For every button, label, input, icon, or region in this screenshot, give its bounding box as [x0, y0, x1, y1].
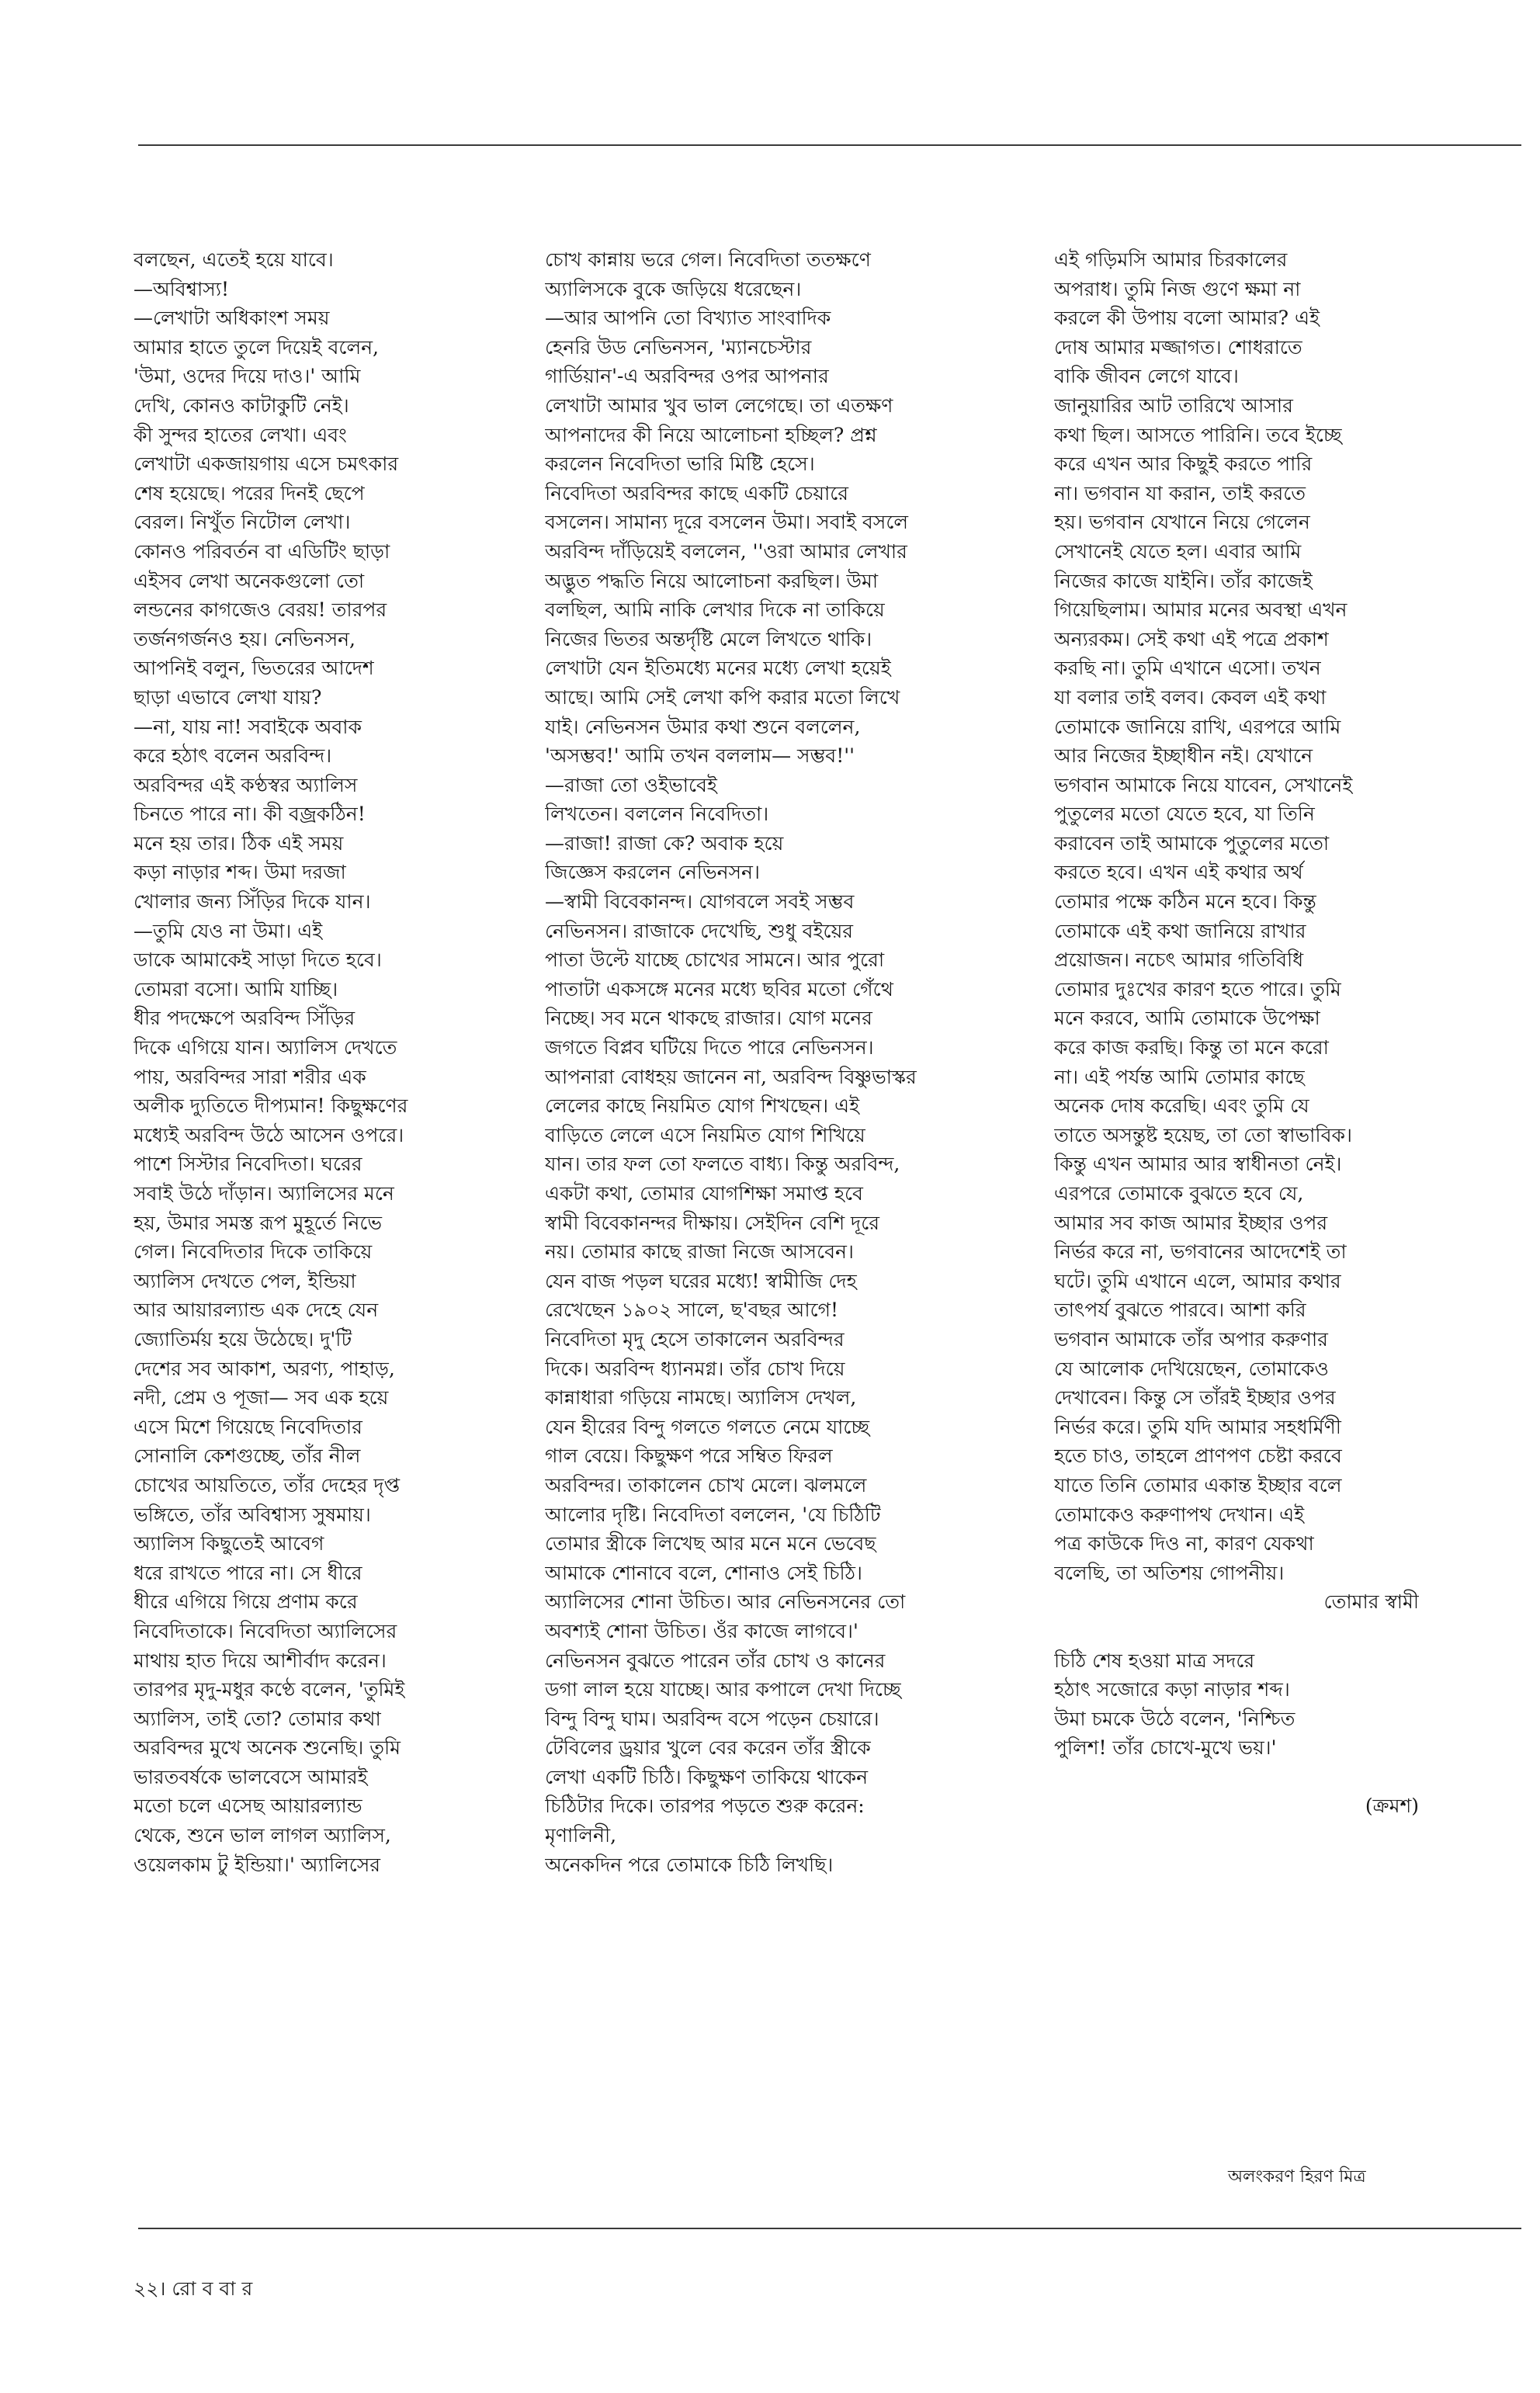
text-line: কথা ছিল। আসতে পারিনি। তবে ইচ্ছে — [1054, 423, 1342, 446]
text-line: তোমাকেও করুণাপথ দেখান। এই — [1054, 1503, 1305, 1526]
text-line: বসলেন। সামান্য দূরে বসলেন উমা। সবাই বসলে — [545, 511, 908, 534]
text-line: না। এই পর্যন্ত আমি তোমার কাছে — [1054, 1065, 1305, 1088]
text-line: খোলার জন্য সিঁড়ির দিকে যান। — [134, 890, 371, 914]
letter-signature: তোমার স্বামী — [1323, 1590, 1419, 1614]
text-line: চোখের আয়তিতে, তাঁর দেহের দৃপ্ত — [134, 1473, 401, 1496]
text-line: বাকি জীবন লেগে যাবে। — [1054, 365, 1239, 388]
text-line: থেকে, শুনে ভাল লাগল অ্যালিস, — [134, 1824, 391, 1847]
text-line: কী সুন্দর হাতের লেখা। এবং — [134, 423, 347, 446]
text-line: সবাই উঠে দাঁড়ান। অ্যালিসের মনে — [134, 1182, 394, 1205]
text-line: আর আয়ারল্যান্ড এক দেহে যেন — [134, 1299, 379, 1322]
text-line: গিয়েছিলাম। আমার মনের অবস্থা এখন — [1054, 598, 1348, 622]
text-line: —তুমি যেও না উমা। এই — [134, 919, 323, 942]
page-footer: ২২। রো ব বা র — [134, 2277, 253, 2300]
text-line: এই গড়িমসি আমার চিরকালের — [1054, 248, 1288, 271]
text-line: বাড়িতে লেলে এসে নিয়মিত যোগ শিখিয়ে — [545, 1123, 865, 1146]
text-line: অ্যালিস কিছুতেই আবেগ — [134, 1532, 324, 1555]
text-line: গাল বেয়ে। কিছুক্ষণ পরে সম্বিত ফিরল — [545, 1444, 833, 1468]
text-line: মনে হয় তার। ঠিক এই সময় — [134, 831, 344, 855]
text-line: আমার সব কাজ আমার ইচ্ছার ওপর — [1054, 1211, 1328, 1234]
text-line: জিজ্ঞেস করলেন নেভিনসন। — [545, 861, 760, 884]
text-line: অপরাধ। তুমি নিজ গুণে ক্ষমা না — [1054, 277, 1301, 300]
text-line: তোমাকে জানিয়ে রাখি, এরপরে আমি — [1054, 715, 1341, 738]
text-line: লেখাটা যেন ইতিমধ্যে মনের মধ্যে লেখা হয়েই — [545, 657, 891, 680]
text-line: পাতাটা একসঙ্গে মনের মধ্যে ছবির মতো গেঁথে — [545, 977, 893, 1001]
text-line: কড়া নাড়ার শব্দ। উমা দরজা — [134, 861, 346, 884]
continued-marker: (ক্রমশ) — [1365, 1795, 1419, 1818]
text-line: করছি না। তুমি এখানে এসো। তখন — [1054, 657, 1321, 680]
text-line: যেন হীরের বিন্দু গলতে গলতে নেমে যাচ্ছে — [545, 1415, 870, 1438]
text-line: দেশের সব আকাশ, অরণ্য, পাহাড়, — [134, 1357, 395, 1380]
text-line: আপনাদের কী নিয়ে আলোচনা হচ্ছিল? প্রশ্ন — [545, 423, 877, 446]
text-line: নিবেদিতাকে। নিবেদিতা অ্যালিসের — [134, 1619, 397, 1642]
text-line: তোমার স্ত্রীকে লিখেছ আর মনে মনে ভেবেছ — [545, 1532, 876, 1555]
text-line: ধরে রাখতে পারে না। সে ধীরে — [134, 1561, 362, 1584]
text-line: —না, যায় না! সবাইকে অবাক — [134, 715, 362, 738]
text-line: কিন্তু এখন আমার আর স্বাধীনতা নেই। — [1054, 1153, 1342, 1176]
text-line: এইসব লেখা অনেকগুলো তো — [134, 569, 365, 592]
text-line: অরবিন্দর মুখে অনেক শুনেছি। তুমি — [134, 1736, 401, 1760]
text-line: দেখাবেন। কিন্তু সে তাঁরই ইচ্ছার ওপর — [1054, 1386, 1336, 1410]
text-line: তারপর মৃদু-মধুর কণ্ঠে বলেন, 'তুমিই — [134, 1678, 405, 1701]
text-line: লন্ডনের কাগজেও বেরয়! তারপর — [134, 598, 387, 622]
text-line: গেল। নিবেদিতার দিকে তাকিয়ে — [134, 1240, 373, 1264]
text-line: লেখাটা একজায়গায় এসে চমৎকার — [134, 453, 399, 476]
text-line: বিন্দু বিন্দু ঘাম। অরবিন্দ বসে পড়েন চেয়ারে। — [545, 1707, 879, 1730]
text-line: না। ভগবান যা করান, তাই করতে — [1054, 481, 1306, 505]
text-line: হঠাৎ সজোরে কড়া নাড়ার শব্দ। — [1054, 1678, 1290, 1701]
text-line: হেনরি উড নেভিনসন, 'ম্যানচেস্টার — [545, 335, 812, 359]
illustration-credit: অলংকরণ হিরণ মিত্র — [1228, 2167, 1366, 2187]
text-line: ঘটে। তুমি এখানে এলে, আমার কথার — [1054, 1269, 1341, 1292]
text-line: পুতুলের মতো যেতে হবে, যা তিনি — [1054, 803, 1315, 826]
text-line: নেভিনসন। রাজাকে দেখেছি, শুধু বইয়ের — [545, 919, 854, 942]
text-line: নিবেদিতা মৃদু হেসে তাকালেন অরবিন্দর — [545, 1327, 845, 1351]
text-line: নিজের কাজে যাইনি। তাঁর কাজেই — [1054, 569, 1313, 592]
text-line: অলীক দ্যুতিতে দীপ্যমান! কিছুক্ষণের — [134, 1094, 408, 1118]
text-line: এরপরে তোমাকে বুঝতে হবে যে, — [1054, 1182, 1304, 1205]
text-line: করে কাজ করছি। কিন্তু তা মনে করো — [1054, 1036, 1329, 1060]
text-line: অরবিন্দর এই কণ্ঠস্বর অ্যালিস — [134, 773, 358, 796]
text-line: অরবিন্দ দাঁড়িয়েই বললেন, ''ওরা আমার লেখার — [545, 539, 907, 563]
text-line: সোনালি কেশগুচ্ছে, তাঁর নীল — [134, 1444, 361, 1468]
text-line: —রাজা! রাজা কে? অবাক হয়ে — [545, 831, 784, 855]
text-line: অ্যালিস দেখতে পেল, ইন্ডিয়া — [134, 1269, 356, 1292]
text-line: তাৎপর্য বুঝতে পারবে। আশা করি — [1054, 1299, 1306, 1322]
text-column-1 — [134, 245, 475, 1879]
text-line: অ্যালিস, তাই তো? তোমার কথা — [134, 1707, 381, 1730]
text-line: করলেন নিবেদিতা ভারি মিষ্টি হেসে। — [545, 453, 815, 476]
text-line: হয়। ভগবান যেখানে নিয়ে গেলেন — [1054, 511, 1310, 534]
text-line: লিখতেন। বললেন নিবেদিতা। — [545, 803, 769, 826]
text-line: চোখ কান্নায় ভরে গেল। নিবেদিতা ততক্ষণে — [545, 248, 871, 271]
text-line: করে এখন আর কিছুই করতে পারি — [1054, 453, 1313, 476]
text-line: অবশ্যই শোনা উচিত। ওঁর কাজে লাগবে।' — [545, 1619, 858, 1642]
text-line: করতে হবে। এখন এই কথার অর্থ — [1054, 861, 1303, 884]
text-line: মধ্যেই অরবিন্দ উঠে আসেন ওপরে। — [134, 1123, 404, 1146]
text-line: আর নিজের ইচ্ছাধীন নই। যেখানে — [1054, 744, 1313, 768]
text-line: নিচ্ছে। সব মনে থাকছে রাজার। যোগ মনের — [545, 1007, 872, 1030]
text-line: যান। তার ফল তো ফলতে বাধ্য। কিন্তু অরবিন্দ, — [545, 1153, 900, 1176]
text-line: আমার হাতে তুলে দিয়েই বলেন, — [134, 335, 379, 359]
top-rule — [138, 144, 1521, 146]
text-line: তোমাকে এই কথা জানিয়ে রাখার — [1054, 919, 1306, 942]
text-line: আছে। আমি সেই লেখা কপি করার মতো লিখে — [545, 685, 900, 709]
text-line: অনেক দোষ করেছি। এবং তুমি যে — [1054, 1094, 1309, 1118]
text-line: ভগবান আমাকে তাঁর অপার করুণার — [1054, 1327, 1328, 1351]
text-line: যা বলার তাই বলব। কেবল এই কথা — [1054, 685, 1327, 709]
text-line: তাতে অসন্তুষ্ট হয়েছ, তা তো স্বাভাবিক। — [1054, 1123, 1352, 1146]
text-line — [1054, 1763, 1419, 1792]
text-line: চিঠি শেষ হওয়া মাত্র সদরে — [1054, 1649, 1255, 1672]
text-line: বলেছি, তা অতিশয় গোপনীয়। — [1054, 1561, 1285, 1584]
text-line: ভারতবর্ষকে ভালবেসে আমারই — [134, 1765, 368, 1788]
text-line: —অবিশ্বাস্য! — [134, 277, 230, 300]
text-line: দিকে এগিয়ে যান। অ্যালিস দেখতে — [134, 1036, 397, 1060]
text-line: দেখি, কোনও কাটাকুটি নেই। — [134, 394, 349, 417]
text-line: মতো চলে এসেছ আয়ারল্যান্ড — [134, 1795, 362, 1818]
text-line: সেখানেই যেতে হল। এবার আমি — [1054, 539, 1302, 563]
text-line: মৃণালিনী, — [545, 1824, 617, 1847]
text-line: —স্বামী বিবেকানন্দ। যোগবলে সবই সম্ভব — [545, 890, 855, 914]
text-line: প্রয়োজন। নচেৎ আমার গতিবিধি — [1054, 949, 1304, 972]
text-line: লেলের কাছে নিয়মিত যোগ শিখছেন। এই — [545, 1094, 860, 1118]
text-line: চিঠিটার দিকে। তারপর পড়তে শুরু করেন: — [545, 1795, 865, 1818]
text-line: বলছেন, এতেই হয়ে যাবে। — [134, 248, 334, 271]
text-line: এসে মিশে গিয়েছে নিবেদিতার — [134, 1415, 362, 1438]
text-line: অ্যালিসের শোনা উচিত। আর নেভিনসনের তো — [545, 1590, 906, 1614]
text-line: ধীরে এগিয়ে গিয়ে প্রণাম করে — [134, 1590, 358, 1614]
text-line: নদী, প্রেম ও পূজা— সব এক হয়ে — [134, 1386, 389, 1410]
text-line: ডগা লাল হয়ে যাচ্ছে। আর কপালে দেখা দিচ্ছে — [545, 1678, 901, 1701]
text-line: জানুয়ারির আট তারিখে আসার — [1054, 394, 1293, 417]
text-line: স্বামী বিবেকানন্দর দীক্ষায়। সেইদিন বেশি দূরে — [545, 1211, 879, 1234]
text-line: অনেকদিন পরে তোমাকে চিঠি লিখছি। — [545, 1853, 834, 1876]
text-line: কোনও পরিবর্তন বা এডিটিং ছাড়া — [134, 539, 390, 563]
bottom-rule — [138, 2228, 1521, 2229]
text-line: আমাকে শোনাবে বলে, শোনাও সেই চিঠি। — [545, 1561, 862, 1584]
text-line: ভঙ্গিতে, তাঁর অবিশ্বাস্য সুষমায়। — [134, 1503, 371, 1526]
text-line: কান্নাধারা গড়িয়ে নামছে। অ্যালিস দেখল, — [545, 1386, 857, 1410]
text-line: টেবিলের ড্রয়ার খুলে বের করেন তাঁর স্ত্রীকে — [545, 1736, 871, 1760]
text-line: অ্যালিসকে বুকে জড়িয়ে ধরেছেন। — [545, 277, 802, 300]
text-line: —লেখাটা অধিকাংশ সময় — [134, 307, 330, 330]
text-line: 'অসম্ভব!' আমি তখন বললাম— সম্ভব!'' — [545, 744, 855, 768]
text-line: করাবেন তাই আমাকে পুতুলের মতো — [1054, 831, 1330, 855]
text-line: জ্যোতির্ময় হয়ে উঠেছে। দু'টি — [134, 1327, 352, 1351]
text-line: বেরল। নিখুঁত নিটোল লেখা। — [134, 511, 351, 534]
text-line: লেখা একটি চিঠি। কিছুক্ষণ তাকিয়ে থাকেন — [545, 1765, 869, 1788]
text-line: অন্যরকম। সেই কথা এই পত্রে প্রকাশ — [1054, 627, 1329, 650]
text-line: লেখাটা আমার খুব ভাল লেগেছে। তা এতক্ষণ — [545, 394, 893, 417]
text-line: যাতে তিনি তোমার একান্ত ইচ্ছার বলে — [1054, 1473, 1342, 1496]
text-line: তোমরা বসো। আমি যাচ্ছি। — [134, 977, 338, 1001]
text-line: হয়, উমার সমস্ত রূপ মুহূর্তে নিভে — [134, 1211, 383, 1234]
text-line: অদ্ভুত পদ্ধতি নিয়ে আলোচনা করছিল। উমা — [545, 569, 879, 592]
text-line: যেন বাজ পড়ল ঘরের মধ্যে! স্বামীজি দেহ — [545, 1269, 857, 1292]
text-line: পত্র কাউকে দিও না, কারণ যেকথা — [1054, 1532, 1314, 1555]
text-line: দোষ আমার মজ্জাগত। শোধরাতে — [1054, 335, 1302, 359]
text-line: যে আলোক দেখিয়েছেন, তোমাকেও — [1054, 1357, 1329, 1380]
text-line: রেখেছেন ১৯০২ সালে, ছ'বছর আগে! — [545, 1299, 839, 1322]
text-line: তোমার দুঃখের কারণ হতে পারে। তুমি — [1054, 977, 1341, 1001]
text-line: নিজের ভিতর অন্তর্দৃষ্টি মেলে লিখতে থাকি। — [545, 627, 872, 650]
text-line: জগতে বিপ্লব ঘটিয়ে দিতে পারে নেভিনসন। — [545, 1036, 874, 1060]
text-line: চিনতে পারে না। কী বজ্রকঠিন! — [134, 803, 366, 826]
text-line: দিকে। অরবিন্দ ধ্যানমগ্ন। তাঁর চোখ দিয়ে — [545, 1357, 845, 1380]
text-line: তোমার পক্ষে কঠিন মনে হবে। কিন্তু — [1054, 890, 1316, 914]
text-line: নির্ভর করে। তুমি যদি আমার সহধর্মিণী — [1054, 1415, 1341, 1438]
text-line: —রাজা তো ওইভাবেই — [545, 773, 717, 796]
text-line: অরবিন্দর। তাকালেন চোখ মেলে। ঝলমলে — [545, 1473, 867, 1496]
text-line: তর্জনগর্জনও হয়। নেভিনসন, — [134, 627, 356, 650]
text-line: মাথায় হাত দিয়ে আশীর্বাদ করেন। — [134, 1649, 387, 1672]
text-line: উমা চমকে উঠে বলেন, 'নিশ্চিত — [1054, 1707, 1295, 1730]
text-line: একটা কথা, তোমার যোগশিক্ষা সমাপ্ত হবে — [545, 1182, 863, 1205]
text-line: আপনারা বোধহয় জানেন না, অরবিন্দ বিষ্ণুভাস্কর — [545, 1065, 917, 1088]
text-column-2 — [545, 245, 987, 1879]
text-line: বলছিল, আমি নাকি লেখার দিকে না তাকিয়ে — [545, 598, 885, 622]
text-line: —আর আপনি তো বিখ্যাত সাংবাদিক — [545, 307, 831, 330]
text-column-3 — [1054, 245, 1419, 1821]
text-line: ধীর পদক্ষেপে অরবিন্দ সিঁড়ির — [134, 1007, 356, 1030]
text-line: আপনিই বলুন, ভিতরের আদেশ — [134, 657, 374, 680]
text-line: নয়। তোমার কাছে রাজা নিজে আসবেন। — [545, 1240, 854, 1264]
text-line: মনে করবে, আমি তোমাকে উপেক্ষা — [1054, 1007, 1320, 1030]
text-line: পুলিশ! তাঁর চোখে-মুখে ভয়।' — [1054, 1736, 1277, 1760]
text-line: করলে কী উপায় বলো আমার? এই — [1054, 307, 1320, 330]
text-line: করে হঠাৎ বলেন অরবিন্দ। — [134, 744, 332, 768]
text-line: নিবেদিতা অরবিন্দর কাছে একটি চেয়ারে — [545, 481, 849, 505]
text-line: পাতা উল্টে যাচ্ছে চোখের সামনে। আর পুরো — [545, 949, 885, 972]
text-line: পায়, অরবিন্দর সারা শরীর এক — [134, 1065, 366, 1088]
text-line: আলোর দৃষ্টি। নিবেদিতা বললেন, 'যে চিঠিটি — [545, 1503, 881, 1526]
text-line: হতে চাও, তাহলে প্রাণপণ চেষ্টা করবে — [1054, 1444, 1342, 1468]
text-line: যাই। নেভিনসন উমার কথা শুনে বললেন, — [545, 715, 861, 738]
text-line: নির্ভর করে না, ভগবানের আদেশেই তা — [1054, 1240, 1347, 1264]
text-line: ছাড়া এভাবে লেখা যায়? — [134, 685, 322, 709]
text-line: ওয়েলকাম টু ইন্ডিয়া।' অ্যালিসের — [134, 1853, 381, 1876]
text-line — [1054, 1617, 1419, 1646]
text-line: শেষ হয়েছে। পরের দিনই ছেপে — [134, 481, 365, 505]
text-line: ভগবান আমাকে নিয়ে যাবেন, সেখানেই — [1054, 773, 1353, 796]
text-line: গার্ডিয়ান'-এ অরবিন্দর ওপর আপনার — [545, 365, 829, 388]
text-line: ডাকে আমাকেই সাড়া দিতে হবে। — [134, 949, 382, 972]
text-line: পাশে সিস্টার নিবেদিতা। ঘরের — [134, 1153, 362, 1176]
text-line: নেভিনসন বুঝতে পারেন তাঁর চোখ ও কানের — [545, 1649, 886, 1672]
text-line: 'উমা, ওদের দিয়ে দাও।' আমি — [134, 365, 361, 388]
